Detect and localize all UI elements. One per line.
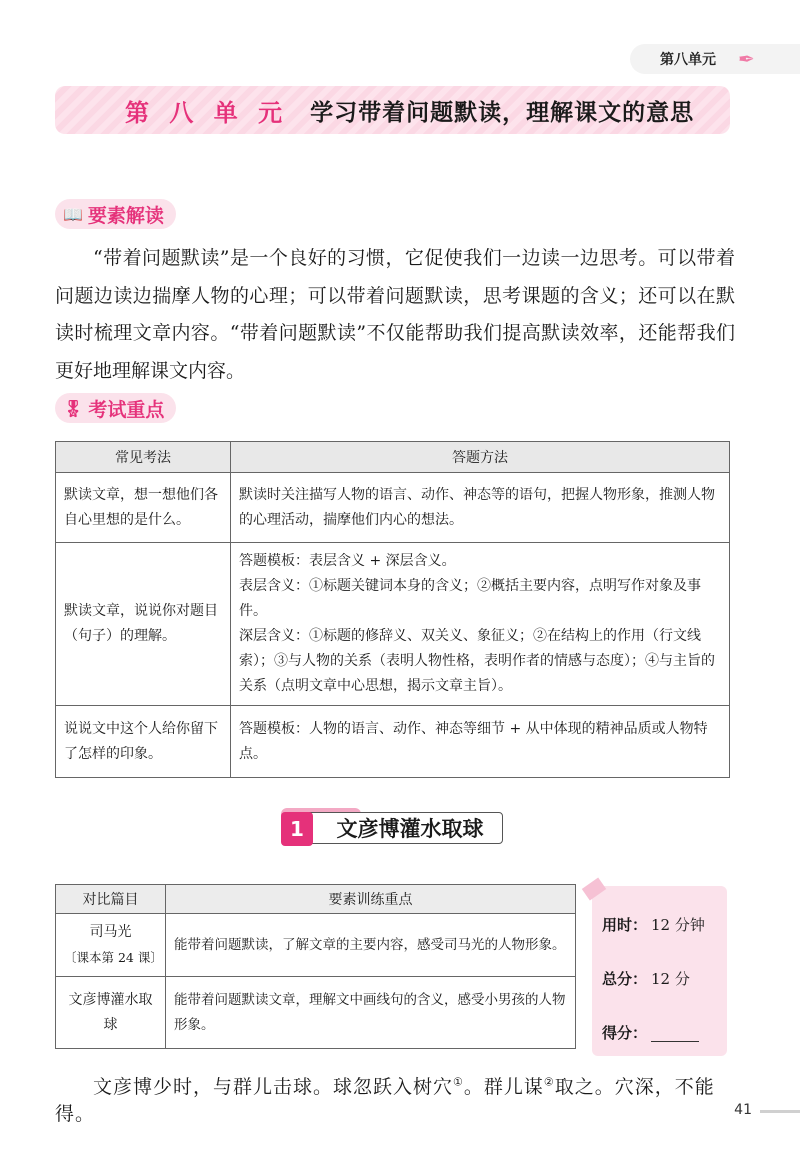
question-type-cell: 说说文中这个人给你留下了怎样的印象。 bbox=[56, 706, 231, 778]
page-number: 41 bbox=[734, 1102, 752, 1118]
unit-tab-label: 第八单元 bbox=[660, 52, 716, 68]
intro-paragraph: “带着问题默读”是一个良好的习惯，它促使我们一边读一边思考。可以带着问题边读边揣摩人物的心理；可以带着问题默读，思考课题的含义；还可以在默读时梳理文章内容。“带着问题默读”不仅能帮助我们提高默读效率，还能帮我们更好地理解课文内容。 bbox=[55, 247, 735, 382]
compare-text-citation: 〔课本第 24 课〕 bbox=[64, 950, 163, 965]
answer-line: 答题模板：人物的语言、动作、神态等细节 + 从中体现的精神品质或人物特点。 bbox=[239, 720, 708, 762]
page-number-rule bbox=[760, 1110, 800, 1113]
story-part: 文彦博少时，与群儿击球。球忽跃入树穴 bbox=[93, 1076, 454, 1098]
time-label: 用时： bbox=[602, 915, 648, 934]
section-label-exam-focus bbox=[55, 393, 176, 423]
compare-text-cell bbox=[56, 914, 166, 977]
compare-text-name: 文彦博灌水取球 bbox=[68, 991, 153, 1033]
answer-line: 答题模板：表层含义 + 深层含义。 bbox=[239, 553, 456, 569]
score-box bbox=[592, 886, 727, 1056]
unit-title-banner bbox=[55, 86, 730, 134]
story-text bbox=[55, 1072, 745, 1126]
lesson-title: 文彦博灌水取球 bbox=[303, 812, 503, 844]
answer-line: 深层含义：①标题的修辞义、双关义、象征义；②在结构上的作用（行文线索）；③与人物的关系（表明人物性格，表明作者的情感与态度）；④与主旨的关系（点明文章中心思想，揭示文章主旨）。 bbox=[239, 628, 715, 694]
answer-line: 表层含义：①标题关键词本身的含义；②概括主要内容，点明写作对象及事件。 bbox=[239, 578, 701, 619]
question-type-cell: 默读文章，想一想他们各自心里想的是什么。 bbox=[56, 473, 231, 543]
column-header: 常见考法 bbox=[56, 442, 231, 473]
column-header: 要素训练重点 bbox=[166, 885, 576, 914]
story-part: 。群儿谋 bbox=[463, 1076, 544, 1098]
score-row bbox=[602, 1018, 727, 1046]
table-row bbox=[56, 977, 576, 1049]
table-row bbox=[56, 914, 576, 977]
score-blank-field[interactable] bbox=[651, 1023, 699, 1042]
answer-method-cell bbox=[231, 473, 730, 543]
training-focus-cell: 能带着问题默读文章，理解文中画线句的含义，感受小男孩的人物形象。 bbox=[166, 977, 576, 1049]
compare-text-name: 司马光 bbox=[89, 924, 132, 940]
open-book-icon: 📖 bbox=[63, 204, 83, 224]
column-header: 答题方法 bbox=[231, 442, 730, 473]
footnote-marker: ① bbox=[453, 1075, 464, 1089]
answer-method-cell bbox=[231, 543, 730, 706]
score-label: 得分： bbox=[602, 1023, 648, 1042]
time-value: 12 分钟 bbox=[651, 915, 705, 934]
unit-label: 第 八 单 元 bbox=[125, 98, 289, 127]
lesson-heading bbox=[281, 808, 506, 846]
total-value: 12 分 bbox=[651, 969, 690, 988]
section-label-text: 要素解读 bbox=[87, 204, 164, 227]
table-row bbox=[56, 473, 730, 543]
total-label: 总分： bbox=[602, 969, 648, 988]
award-ribbon-icon: 🎖 bbox=[63, 398, 84, 418]
question-type-cell: 默读文章，说说你对题目（句子）的理解。 bbox=[56, 543, 231, 706]
answer-method-cell bbox=[231, 706, 730, 778]
column-header: 对比篇目 bbox=[56, 885, 166, 914]
compare-text-cell bbox=[56, 977, 166, 1049]
unit-theme: 学习带着问题默读，理解课文的意思 bbox=[310, 99, 695, 126]
training-focus-cell: 能带着问题默读，了解文章的主要内容，感受司马光的人物形象。 bbox=[166, 914, 576, 977]
section-label-text: 考试重点 bbox=[88, 398, 165, 421]
unit-tab bbox=[630, 44, 800, 74]
corner-fold bbox=[582, 878, 606, 901]
story-part: 取之。穴深，不能得。 bbox=[55, 1076, 715, 1125]
total-row bbox=[602, 964, 727, 992]
table-row bbox=[56, 706, 730, 778]
time-row bbox=[602, 910, 727, 938]
feather-pen-icon: ✒ bbox=[738, 47, 755, 71]
table-row bbox=[56, 543, 730, 706]
training-focus-table bbox=[55, 884, 576, 1049]
answer-line: 默读时关注描写人物的语言、动作、神态等的语句，把握人物形象，推测人物的心理活动，揣摩他们内心的想法。 bbox=[239, 486, 715, 528]
section-label-elements bbox=[55, 199, 176, 229]
footnote-marker: ② bbox=[543, 1075, 555, 1089]
lesson-number: 1 bbox=[281, 812, 313, 846]
exam-focus-table bbox=[55, 441, 730, 778]
